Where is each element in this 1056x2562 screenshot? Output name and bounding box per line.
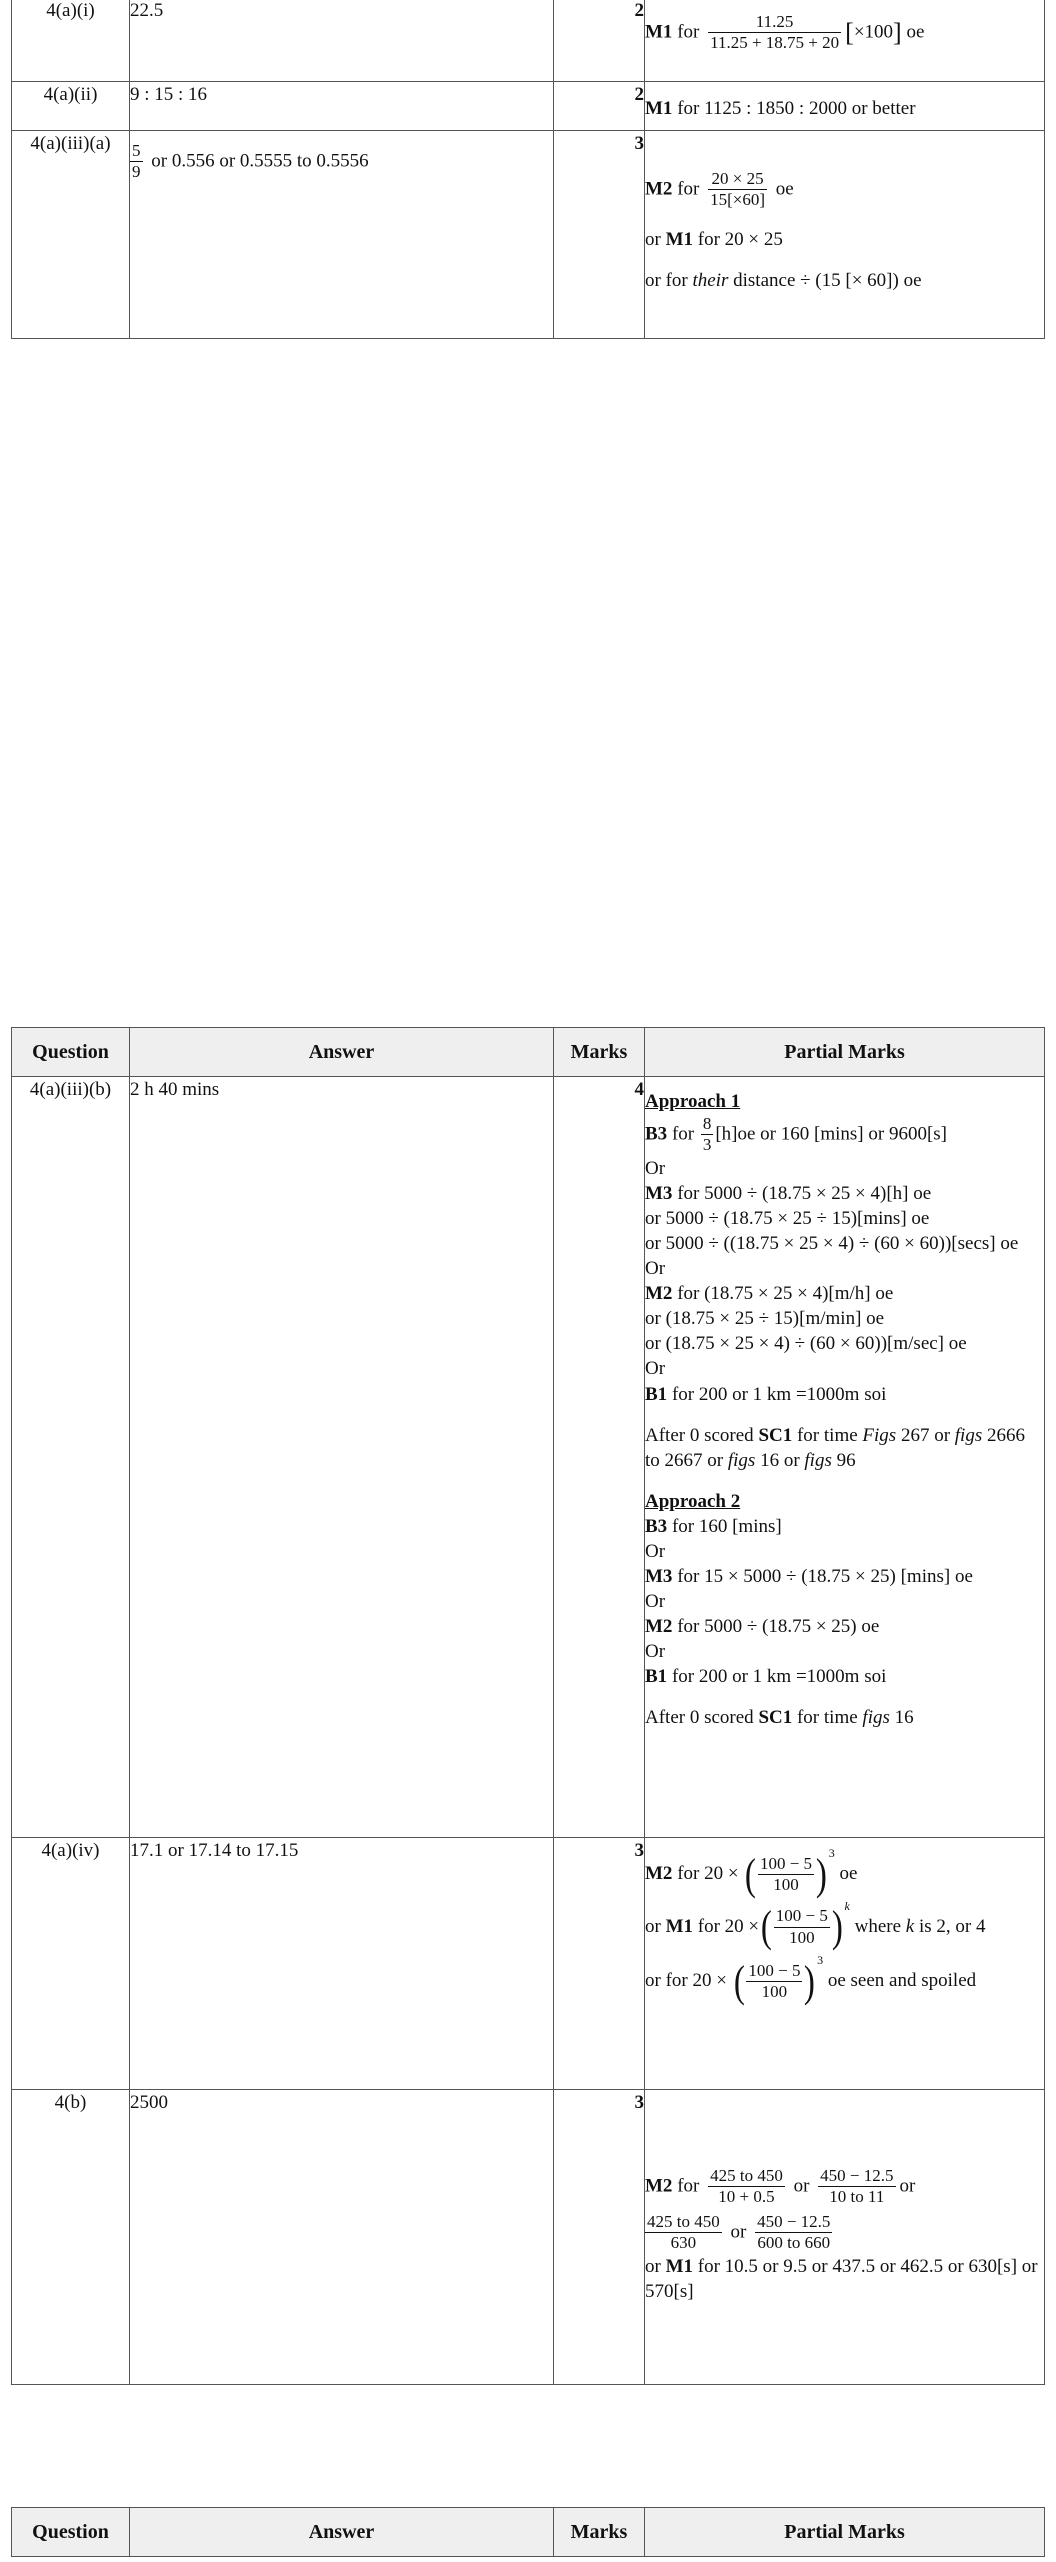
header-marks: Marks [554,1028,645,1077]
answer-cell: 17.1 or 17.14 to 17.15 [130,1838,554,2090]
text: or for 20 × [645,1970,727,1992]
fraction [130,141,143,183]
fraction-denominator: 100 [761,1982,788,2002]
marks-cell: 3 [554,2090,645,2385]
mark-code: M2 [645,178,673,200]
answer-cell: 2 h 40 mins [130,1077,554,1838]
fraction-numerator: 100 − 5 [774,1906,830,1927]
text: for 10.5 or 9.5 or 437.5 or 462.5 or 630[s] or 570[s] [645,2255,1038,2302]
text: for 1125 : 1850 : 2000 or better [677,98,916,119]
fraction-denominator: 3 [702,1135,712,1155]
question-cell: 4(a)(iii)(a) [12,131,130,339]
question-cell: 4(a)(ii) [12,82,130,131]
answer-cell: 22.5 [130,0,554,82]
text: or [793,2175,810,2197]
fraction-numerator: 425 to 450 [645,2212,722,2233]
mark-code: M2 [645,1616,673,1638]
fraction [708,2166,785,2208]
partial-marks-cell [645,131,1045,339]
text: Or [645,1641,666,1663]
marks-cell: 4 [554,1077,645,1838]
marks-cell: 2 [554,0,645,82]
fraction [708,169,767,211]
text: for [677,2175,700,2197]
header-partial-marks: Partial Marks [645,1028,1045,1077]
text: figs [862,1707,890,1729]
mark-code: M1 [665,1915,694,1937]
text: oe seen and spoiled [827,1970,977,1992]
text: for 5000 ÷ (18.75 × 25) oe [677,1616,880,1638]
text: Or [645,1591,666,1613]
fraction-denominator: 9 [132,162,141,182]
text: Or [645,1358,666,1380]
mark-code: SC1 [758,1707,793,1729]
mark-scheme-table-3 [11,2507,1045,2557]
fraction-denominator: 10 to 11 [829,2187,885,2207]
partial-marks-cell [645,2090,1045,2385]
oe-text: oe [906,21,925,43]
text: k [905,1915,915,1937]
header-row [12,2508,1045,2557]
answer-cell: 9 : 15 : 16 [130,82,554,131]
mark-code: M2 [645,1863,673,1884]
text: or [730,2221,747,2243]
mark-code: M3 [645,1566,673,1588]
exponent: 3 [817,1953,824,1968]
mark-code: B1 [645,1383,668,1405]
text: figs [804,1449,832,1471]
question-cell: 4(b) [12,2090,130,2385]
text: for 5000 ÷ (18.75 × 25 × 4)[h] oe [677,1182,932,1204]
header-answer: Answer [130,1028,554,1077]
text: Or [645,1540,666,1562]
fraction-denominator: 10 + 0.5 [718,2187,775,2207]
text: is 2, or 4 [918,1915,986,1937]
fraction [758,1854,814,1896]
text: or [645,1915,661,1937]
fraction-denominator: 100 [789,1927,815,1947]
text: for 200 or 1 km =1000m soi [671,1383,887,1405]
fraction-numerator: 8 [701,1114,714,1135]
text: Or [645,1258,666,1280]
answer-cell [130,131,554,339]
text: Figs [862,1424,897,1446]
mark-scheme-table-1 [11,0,1045,339]
exponent: 3 [828,1846,835,1860]
mark-code: M1 [665,2255,694,2277]
fraction [746,1961,802,2003]
text: for 20 × [697,1915,760,1937]
mark-code: M2 [645,2175,673,2197]
fraction-denominator: 100 [773,1875,799,1895]
mark-code: M3 [645,1182,673,1204]
table-row [12,1077,1045,1838]
text: for 20 × [677,1863,739,1884]
partial-marks-cell [645,1077,1045,1838]
approach-heading: Approach 2 [645,1490,741,1512]
question-cell: 4(a)(iii)(b) [12,1077,130,1838]
text: or 5000 ÷ (18.75 × 25 ÷ 15)[mins] oe [645,1208,930,1230]
table-row [12,0,1045,82]
fraction-numerator: 5 [130,141,143,162]
text: [h]oe or 160 [mins] or 9600[s] [715,1123,947,1145]
mark-code: M1 [645,21,673,43]
text: for (18.75 × 25 × 4)[m/h] oe [677,1283,894,1305]
table-row [12,1838,1045,2090]
header-row [12,1028,1045,1077]
header-question: Question [12,2508,130,2557]
partial-marks-cell [645,82,1045,131]
fraction-denominator: 630 [670,2233,697,2253]
text: for [671,1123,695,1145]
text: for [677,21,700,43]
text: or (18.75 × 25 ÷ 15)[m/min] oe [645,1308,885,1330]
text: 267 or [900,1424,951,1446]
text: or 5000 ÷ ((18.75 × 25 × 4) ÷ (60 × 60))[secs] oe [645,1233,1019,1255]
partial-marks-cell: M1 for $\frac{11.25}{11.25 + 18.75 + 20}$ [×100] oe [645,0,1045,82]
mark-code: M1 [665,228,694,250]
text: for time [796,1424,858,1446]
text: 96 [836,1449,856,1471]
text: figs [954,1424,983,1446]
mark-code: B3 [645,1515,668,1537]
header-answer: Answer [130,2508,554,2557]
fraction-denominator: 600 to 660 [757,2233,831,2253]
table-row [12,82,1045,131]
header-marks: Marks [554,2508,645,2557]
mark-code: B3 [645,1123,668,1145]
fraction [645,2212,722,2254]
fraction-numerator: 450 − 12.5 [818,2166,895,2187]
fraction-numerator: 425 to 450 [708,2166,785,2187]
table-row [12,131,1045,339]
question-cell: 4(a)(i) [12,0,130,82]
text: for 160 [mins] [671,1515,782,1537]
fraction-numerator: 100 − 5 [746,1961,802,1982]
marks-cell: 2 [554,82,645,131]
text: or (18.75 × 25 × 4) ÷ (60 × 60))[m/sec] oe [645,1333,967,1355]
text: for 20 × 25 [697,228,783,250]
text: or [645,2255,661,2277]
text: for 200 or 1 km =1000m soi [671,1666,887,1688]
partial-marks-cell: M2 for 20 × ( $\frac{100 - 5}{100}$ ) $^3$ oe or M1 for 20 ×( $\frac{100 - 5}{100}$ ) $^k$ where k is 2, or 4 or for 20 × ( $\frac{100 - 5}{100}$ ) $^3$ oe seen and spoiled [645,1838,1045,2090]
marks-cell: 3 [554,1838,645,2090]
text: or [899,2175,916,2197]
fraction [818,2166,895,2208]
text: After 0 scored [645,1707,754,1729]
fraction-numerator: 100 − 5 [758,1854,814,1875]
fraction [708,12,841,54]
header-question: Question [12,1028,130,1077]
text: their [692,269,729,291]
exponent: k [844,1898,850,1913]
multiplier: ×100 [853,21,894,43]
question-cell: 4(a)(iv) [12,1838,130,2090]
text: distance ÷ (15 [× 60]) oe [733,269,922,291]
text: 16 [894,1707,914,1729]
oe-text: oe [775,178,794,200]
fraction [774,1906,830,1948]
mark-code: M2 [645,1283,673,1305]
fraction-numerator: 11.25 [708,12,841,33]
text: for time [796,1707,858,1729]
answer-text: or 0.556 or 0.5555 to 0.5556 [151,150,369,172]
text: 16 or [760,1449,800,1471]
text: or [645,228,661,250]
text: where [854,1915,902,1937]
fraction-denominator: 11.25 + 18.75 + 20 [710,33,840,53]
oe-text: oe [839,1863,858,1884]
text: or for [645,269,688,291]
approach-heading: Approach 1 [645,1091,741,1112]
text: Or [645,1157,666,1179]
fraction [701,1114,714,1156]
fraction-denominator: 15[×60] [710,190,766,210]
mark-code: B1 [645,1666,668,1688]
mark-scheme-table-2 [11,1027,1045,2385]
mark-code: M1 [645,98,673,119]
text: 2666 to 2667 or [645,1424,1025,1471]
mark-code: SC1 [758,1424,793,1446]
answer-cell: 2500 [130,2090,554,2385]
text: for [677,178,700,200]
marks-cell: 3 [554,131,645,339]
header-partial-marks: Partial Marks [645,2508,1045,2557]
fraction [755,2212,832,2254]
fraction-numerator: 20 × 25 [708,169,767,190]
text: figs [727,1449,756,1471]
fraction-numerator: 450 − 12.5 [755,2212,832,2233]
table-row [12,2090,1045,2385]
text: for 15 × 5000 ÷ (18.75 × 25) [mins] oe [677,1566,973,1588]
text: After 0 scored [645,1424,754,1446]
